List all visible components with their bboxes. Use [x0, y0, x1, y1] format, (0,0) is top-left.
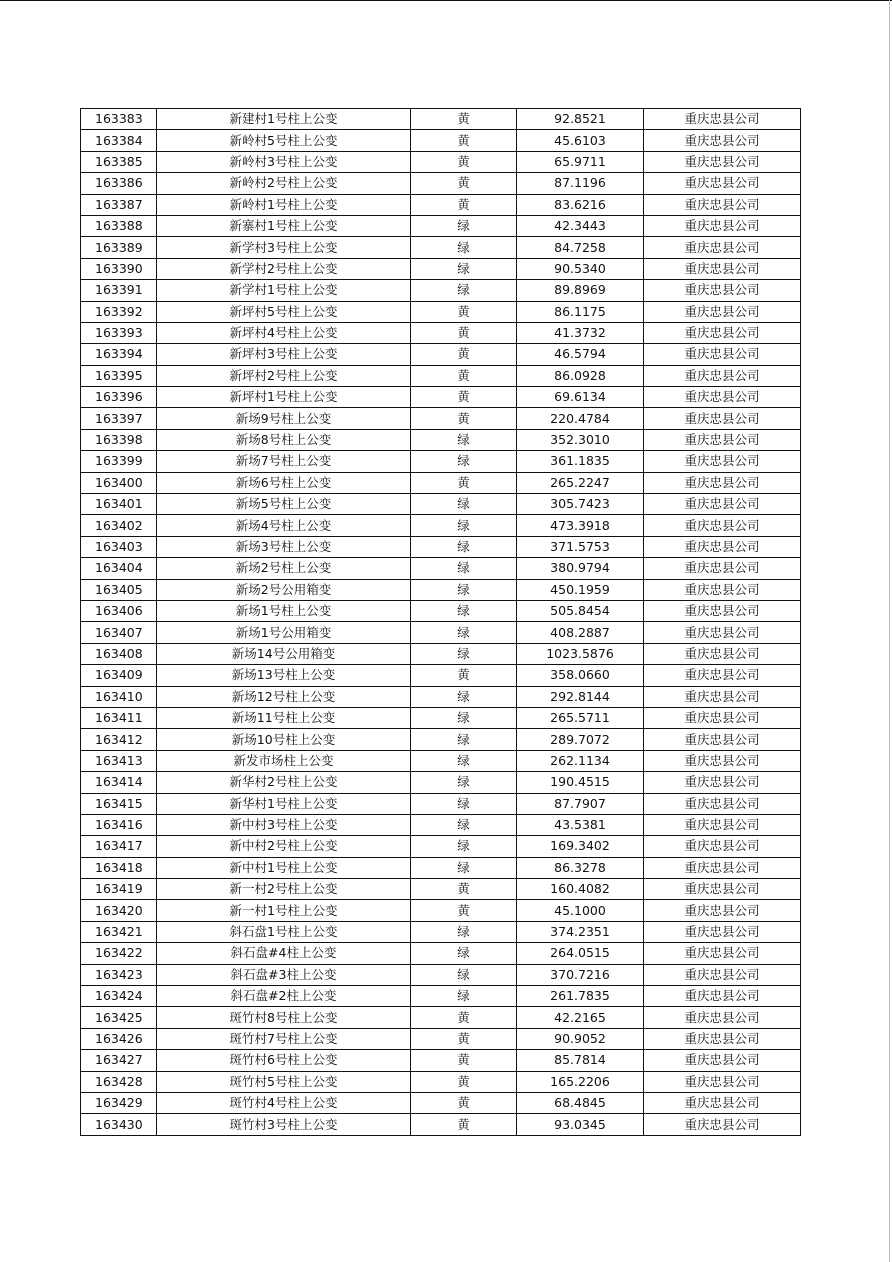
cell-transformer-name: 斑竹村4号柱上公变 [157, 1092, 411, 1113]
cell-id: 163405 [81, 579, 157, 600]
cell-value: 89.8969 [517, 280, 644, 301]
table-row [81, 365, 801, 386]
cell-status: 绿 [411, 814, 517, 835]
table-row [81, 151, 801, 172]
cell-value: 87.1196 [517, 173, 644, 194]
table-row [81, 322, 801, 343]
cell-transformer-name: 斑竹村7号柱上公变 [157, 1028, 411, 1049]
cell-value: 361.1835 [517, 451, 644, 472]
cell-id: 163419 [81, 879, 157, 900]
cell-status: 黄 [411, 151, 517, 172]
cell-company: 重庆忠县公司 [644, 986, 801, 1007]
cell-status: 绿 [411, 729, 517, 750]
cell-value: 86.1175 [517, 301, 644, 322]
cell-value: 68.4845 [517, 1092, 644, 1113]
cell-id: 163384 [81, 130, 157, 151]
table-row [81, 750, 801, 771]
table-row [81, 622, 801, 643]
cell-transformer-name: 新学村2号柱上公变 [157, 258, 411, 279]
cell-status: 绿 [411, 429, 517, 450]
cell-id: 163408 [81, 643, 157, 664]
cell-company: 重庆忠县公司 [644, 1092, 801, 1113]
cell-id: 163424 [81, 986, 157, 1007]
cell-transformer-name: 新华村2号柱上公变 [157, 772, 411, 793]
cell-transformer-name: 新学村3号柱上公变 [157, 237, 411, 258]
cell-status: 绿 [411, 986, 517, 1007]
table-row [81, 665, 801, 686]
cell-company: 重庆忠县公司 [644, 857, 801, 878]
cell-company: 重庆忠县公司 [644, 408, 801, 429]
cell-transformer-name: 新岭村3号柱上公变 [157, 151, 411, 172]
cell-value: 86.3278 [517, 857, 644, 878]
cell-company: 重庆忠县公司 [644, 365, 801, 386]
cell-status: 绿 [411, 964, 517, 985]
cell-company: 重庆忠县公司 [644, 643, 801, 664]
cell-id: 163394 [81, 344, 157, 365]
cell-value: 265.5711 [517, 707, 644, 728]
cell-transformer-name: 新场8号柱上公变 [157, 429, 411, 450]
cell-status: 绿 [411, 237, 517, 258]
table-row [81, 964, 801, 985]
cell-value: 352.3010 [517, 429, 644, 450]
cell-status: 绿 [411, 258, 517, 279]
cell-id: 163411 [81, 707, 157, 728]
cell-transformer-name: 新坪村4号柱上公变 [157, 322, 411, 343]
cell-status: 黄 [411, 387, 517, 408]
cell-transformer-name: 斑竹村3号柱上公变 [157, 1114, 411, 1135]
cell-value: 69.6134 [517, 387, 644, 408]
cell-id: 163387 [81, 194, 157, 215]
cell-id: 163393 [81, 322, 157, 343]
cell-company: 重庆忠县公司 [644, 900, 801, 921]
table-row [81, 814, 801, 835]
cell-company: 重庆忠县公司 [644, 194, 801, 215]
cell-value: 1023.5876 [517, 643, 644, 664]
cell-value: 160.4082 [517, 879, 644, 900]
data-table [80, 108, 801, 1136]
cell-company: 重庆忠县公司 [644, 109, 801, 130]
table-row [81, 515, 801, 536]
cell-transformer-name: 新场1号柱上公变 [157, 600, 411, 621]
cell-value: 65.9711 [517, 151, 644, 172]
cell-id: 163391 [81, 280, 157, 301]
cell-value: 358.0660 [517, 665, 644, 686]
table-row [81, 900, 801, 921]
cell-value: 292.8144 [517, 686, 644, 707]
cell-status: 绿 [411, 857, 517, 878]
cell-value: 90.9052 [517, 1028, 644, 1049]
cell-value: 85.7814 [517, 1050, 644, 1071]
cell-id: 163426 [81, 1028, 157, 1049]
cell-value: 262.1134 [517, 750, 644, 771]
cell-id: 163413 [81, 750, 157, 771]
cell-value: 190.4515 [517, 772, 644, 793]
cell-id: 163417 [81, 836, 157, 857]
table-row [81, 579, 801, 600]
cell-transformer-name: 斜石盘1号柱上公变 [157, 921, 411, 942]
cell-status: 绿 [411, 280, 517, 301]
table-row [81, 686, 801, 707]
cell-status: 绿 [411, 643, 517, 664]
table-row [81, 451, 801, 472]
cell-transformer-name: 新寨村1号柱上公变 [157, 215, 411, 236]
cell-value: 264.0515 [517, 943, 644, 964]
cell-status: 黄 [411, 665, 517, 686]
cell-id: 163427 [81, 1050, 157, 1071]
table-row [81, 793, 801, 814]
cell-value: 380.9794 [517, 558, 644, 579]
cell-company: 重庆忠县公司 [644, 515, 801, 536]
cell-company: 重庆忠县公司 [644, 1007, 801, 1028]
cell-id: 163421 [81, 921, 157, 942]
cell-status: 黄 [411, 344, 517, 365]
cell-value: 42.3443 [517, 215, 644, 236]
cell-transformer-name: 新中村2号柱上公变 [157, 836, 411, 857]
cell-company: 重庆忠县公司 [644, 579, 801, 600]
cell-transformer-name: 新场2号公用箱变 [157, 579, 411, 600]
cell-value: 261.7835 [517, 986, 644, 1007]
cell-transformer-name: 新场10号柱上公变 [157, 729, 411, 750]
cell-id: 163383 [81, 109, 157, 130]
cell-company: 重庆忠县公司 [644, 237, 801, 258]
cell-id: 163395 [81, 365, 157, 386]
table-row [81, 194, 801, 215]
cell-transformer-name: 新岭村2号柱上公变 [157, 173, 411, 194]
cell-transformer-name: 新场3号柱上公变 [157, 536, 411, 557]
table-row [81, 1007, 801, 1028]
cell-transformer-name: 新中村1号柱上公变 [157, 857, 411, 878]
cell-company: 重庆忠县公司 [644, 1050, 801, 1071]
cell-company: 重庆忠县公司 [644, 600, 801, 621]
cell-transformer-name: 新场12号柱上公变 [157, 686, 411, 707]
cell-status: 绿 [411, 536, 517, 557]
cell-id: 163422 [81, 943, 157, 964]
cell-status: 黄 [411, 1007, 517, 1028]
cell-status: 绿 [411, 772, 517, 793]
cell-id: 163415 [81, 793, 157, 814]
table-row [81, 772, 801, 793]
cell-company: 重庆忠县公司 [644, 301, 801, 322]
cell-transformer-name: 斑竹村8号柱上公变 [157, 1007, 411, 1028]
cell-value: 90.5340 [517, 258, 644, 279]
cell-company: 重庆忠县公司 [644, 622, 801, 643]
table-row [81, 643, 801, 664]
cell-status: 绿 [411, 600, 517, 621]
table-row [81, 408, 801, 429]
cell-transformer-name: 新一村1号柱上公变 [157, 900, 411, 921]
cell-transformer-name: 新场6号柱上公变 [157, 472, 411, 493]
table-row [81, 1092, 801, 1113]
cell-transformer-name: 新坪村5号柱上公变 [157, 301, 411, 322]
cell-id: 163420 [81, 900, 157, 921]
cell-status: 黄 [411, 109, 517, 130]
cell-value: 93.0345 [517, 1114, 644, 1135]
cell-value: 265.2247 [517, 472, 644, 493]
cell-company: 重庆忠县公司 [644, 729, 801, 750]
cell-value: 45.1000 [517, 900, 644, 921]
cell-id: 163425 [81, 1007, 157, 1028]
table-row [81, 130, 801, 151]
cell-id: 163389 [81, 237, 157, 258]
cell-id: 163423 [81, 964, 157, 985]
cell-value: 169.3402 [517, 836, 644, 857]
cell-status: 黄 [411, 365, 517, 386]
cell-transformer-name: 新场5号柱上公变 [157, 494, 411, 515]
cell-company: 重庆忠县公司 [644, 1071, 801, 1092]
cell-status: 绿 [411, 943, 517, 964]
cell-id: 163412 [81, 729, 157, 750]
cell-transformer-name: 斜石盘#4柱上公变 [157, 943, 411, 964]
cell-value: 408.2887 [517, 622, 644, 643]
cell-company: 重庆忠县公司 [644, 921, 801, 942]
cell-company: 重庆忠县公司 [644, 130, 801, 151]
cell-company: 重庆忠县公司 [644, 686, 801, 707]
cell-status: 黄 [411, 1114, 517, 1135]
cell-company: 重庆忠县公司 [644, 536, 801, 557]
cell-status: 绿 [411, 793, 517, 814]
cell-value: 41.3732 [517, 322, 644, 343]
cell-id: 163400 [81, 472, 157, 493]
cell-transformer-name: 新场2号柱上公变 [157, 558, 411, 579]
table-row [81, 301, 801, 322]
cell-status: 绿 [411, 707, 517, 728]
cell-transformer-name: 斑竹村6号柱上公变 [157, 1050, 411, 1071]
cell-status: 绿 [411, 836, 517, 857]
cell-company: 重庆忠县公司 [644, 280, 801, 301]
table-row [81, 857, 801, 878]
cell-value: 43.5381 [517, 814, 644, 835]
table-row [81, 429, 801, 450]
table-row [81, 472, 801, 493]
cell-company: 重庆忠县公司 [644, 879, 801, 900]
cell-value: 371.5753 [517, 536, 644, 557]
cell-id: 163401 [81, 494, 157, 515]
cell-status: 黄 [411, 301, 517, 322]
cell-status: 黄 [411, 194, 517, 215]
cell-status: 黄 [411, 1071, 517, 1092]
cell-transformer-name: 新场9号柱上公变 [157, 408, 411, 429]
page-right-edge [889, 0, 890, 1262]
cell-id: 163414 [81, 772, 157, 793]
cell-status: 黄 [411, 130, 517, 151]
cell-id: 163404 [81, 558, 157, 579]
cell-id: 163388 [81, 215, 157, 236]
cell-company: 重庆忠县公司 [644, 772, 801, 793]
cell-status: 黄 [411, 900, 517, 921]
cell-status: 黄 [411, 1092, 517, 1113]
cell-status: 绿 [411, 451, 517, 472]
cell-transformer-name: 新场7号柱上公变 [157, 451, 411, 472]
table-row [81, 986, 801, 1007]
cell-transformer-name: 新中村3号柱上公变 [157, 814, 411, 835]
cell-transformer-name: 新一村2号柱上公变 [157, 879, 411, 900]
cell-transformer-name: 新坪村1号柱上公变 [157, 387, 411, 408]
cell-transformer-name: 新坪村3号柱上公变 [157, 344, 411, 365]
cell-status: 绿 [411, 622, 517, 643]
cell-company: 重庆忠县公司 [644, 451, 801, 472]
cell-company: 重庆忠县公司 [644, 836, 801, 857]
cell-transformer-name: 新场14号公用箱变 [157, 643, 411, 664]
cell-value: 165.2206 [517, 1071, 644, 1092]
cell-value: 450.1959 [517, 579, 644, 600]
cell-value: 305.7423 [517, 494, 644, 515]
cell-company: 重庆忠县公司 [644, 793, 801, 814]
cell-company: 重庆忠县公司 [644, 472, 801, 493]
cell-status: 绿 [411, 921, 517, 942]
table-row [81, 536, 801, 557]
table-row [81, 879, 801, 900]
cell-id: 163402 [81, 515, 157, 536]
cell-id: 163429 [81, 1092, 157, 1113]
cell-company: 重庆忠县公司 [644, 494, 801, 515]
cell-status: 绿 [411, 215, 517, 236]
cell-id: 163398 [81, 429, 157, 450]
cell-company: 重庆忠县公司 [644, 1114, 801, 1135]
table-row [81, 494, 801, 515]
table-row [81, 600, 801, 621]
cell-company: 重庆忠县公司 [644, 814, 801, 835]
cell-status: 绿 [411, 494, 517, 515]
table-body [81, 109, 801, 1136]
table-row [81, 1071, 801, 1092]
page-top-border [0, 0, 892, 1]
cell-value: 370.7216 [517, 964, 644, 985]
cell-transformer-name: 新发市场柱上公变 [157, 750, 411, 771]
cell-id: 163390 [81, 258, 157, 279]
table-row [81, 729, 801, 750]
cell-transformer-name: 新华村1号柱上公变 [157, 793, 411, 814]
cell-company: 重庆忠县公司 [644, 964, 801, 985]
cell-transformer-name: 新建村1号柱上公变 [157, 109, 411, 130]
cell-company: 重庆忠县公司 [644, 387, 801, 408]
cell-status: 黄 [411, 173, 517, 194]
cell-transformer-name: 新岭村5号柱上公变 [157, 130, 411, 151]
cell-company: 重庆忠县公司 [644, 750, 801, 771]
cell-status: 黄 [411, 1028, 517, 1049]
cell-id: 163430 [81, 1114, 157, 1135]
cell-status: 黄 [411, 408, 517, 429]
table-row [81, 943, 801, 964]
cell-company: 重庆忠县公司 [644, 344, 801, 365]
cell-status: 绿 [411, 750, 517, 771]
cell-id: 163410 [81, 686, 157, 707]
table-row [81, 387, 801, 408]
cell-transformer-name: 新场13号柱上公变 [157, 665, 411, 686]
cell-id: 163396 [81, 387, 157, 408]
cell-company: 重庆忠县公司 [644, 1028, 801, 1049]
cell-id: 163416 [81, 814, 157, 835]
cell-value: 374.2351 [517, 921, 644, 942]
cell-value: 289.7072 [517, 729, 644, 750]
cell-id: 163392 [81, 301, 157, 322]
cell-company: 重庆忠县公司 [644, 215, 801, 236]
cell-company: 重庆忠县公司 [644, 665, 801, 686]
cell-status: 绿 [411, 579, 517, 600]
table-row [81, 921, 801, 942]
cell-company: 重庆忠县公司 [644, 258, 801, 279]
table-row [81, 237, 801, 258]
table-row [81, 558, 801, 579]
cell-company: 重庆忠县公司 [644, 173, 801, 194]
cell-value: 84.7258 [517, 237, 644, 258]
table-row [81, 1028, 801, 1049]
table-row [81, 215, 801, 236]
cell-value: 87.7907 [517, 793, 644, 814]
cell-value: 86.0928 [517, 365, 644, 386]
cell-value: 220.4784 [517, 408, 644, 429]
cell-transformer-name: 新场1号公用箱变 [157, 622, 411, 643]
cell-id: 163409 [81, 665, 157, 686]
cell-status: 黄 [411, 879, 517, 900]
cell-id: 163418 [81, 857, 157, 878]
table-row [81, 280, 801, 301]
table-row [81, 707, 801, 728]
cell-transformer-name: 新坪村2号柱上公变 [157, 365, 411, 386]
cell-value: 473.3918 [517, 515, 644, 536]
cell-id: 163385 [81, 151, 157, 172]
cell-id: 163428 [81, 1071, 157, 1092]
table-row [81, 258, 801, 279]
cell-status: 绿 [411, 515, 517, 536]
cell-status: 黄 [411, 1050, 517, 1071]
cell-transformer-name: 斜石盘#2柱上公变 [157, 986, 411, 1007]
cell-value: 46.5794 [517, 344, 644, 365]
cell-value: 92.8521 [517, 109, 644, 130]
cell-value: 45.6103 [517, 130, 644, 151]
cell-id: 163403 [81, 536, 157, 557]
cell-transformer-name: 斑竹村5号柱上公变 [157, 1071, 411, 1092]
cell-company: 重庆忠县公司 [644, 429, 801, 450]
cell-status: 黄 [411, 322, 517, 343]
cell-company: 重庆忠县公司 [644, 558, 801, 579]
cell-status: 绿 [411, 558, 517, 579]
cell-transformer-name: 新岭村1号柱上公变 [157, 194, 411, 215]
cell-transformer-name: 斜石盘#3柱上公变 [157, 964, 411, 985]
table-row [81, 836, 801, 857]
cell-id: 163407 [81, 622, 157, 643]
table-row [81, 109, 801, 130]
table-row [81, 173, 801, 194]
cell-transformer-name: 新场4号柱上公变 [157, 515, 411, 536]
cell-id: 163406 [81, 600, 157, 621]
table-row [81, 1114, 801, 1135]
cell-company: 重庆忠县公司 [644, 707, 801, 728]
cell-id: 163399 [81, 451, 157, 472]
cell-transformer-name: 新学村1号柱上公变 [157, 280, 411, 301]
cell-company: 重庆忠县公司 [644, 151, 801, 172]
cell-status: 黄 [411, 472, 517, 493]
cell-value: 42.2165 [517, 1007, 644, 1028]
cell-value: 83.6216 [517, 194, 644, 215]
cell-status: 绿 [411, 686, 517, 707]
cell-company: 重庆忠县公司 [644, 943, 801, 964]
cell-id: 163397 [81, 408, 157, 429]
cell-id: 163386 [81, 173, 157, 194]
cell-value: 505.8454 [517, 600, 644, 621]
cell-company: 重庆忠县公司 [644, 322, 801, 343]
table-row [81, 344, 801, 365]
cell-transformer-name: 新场11号柱上公变 [157, 707, 411, 728]
table-row [81, 1050, 801, 1071]
